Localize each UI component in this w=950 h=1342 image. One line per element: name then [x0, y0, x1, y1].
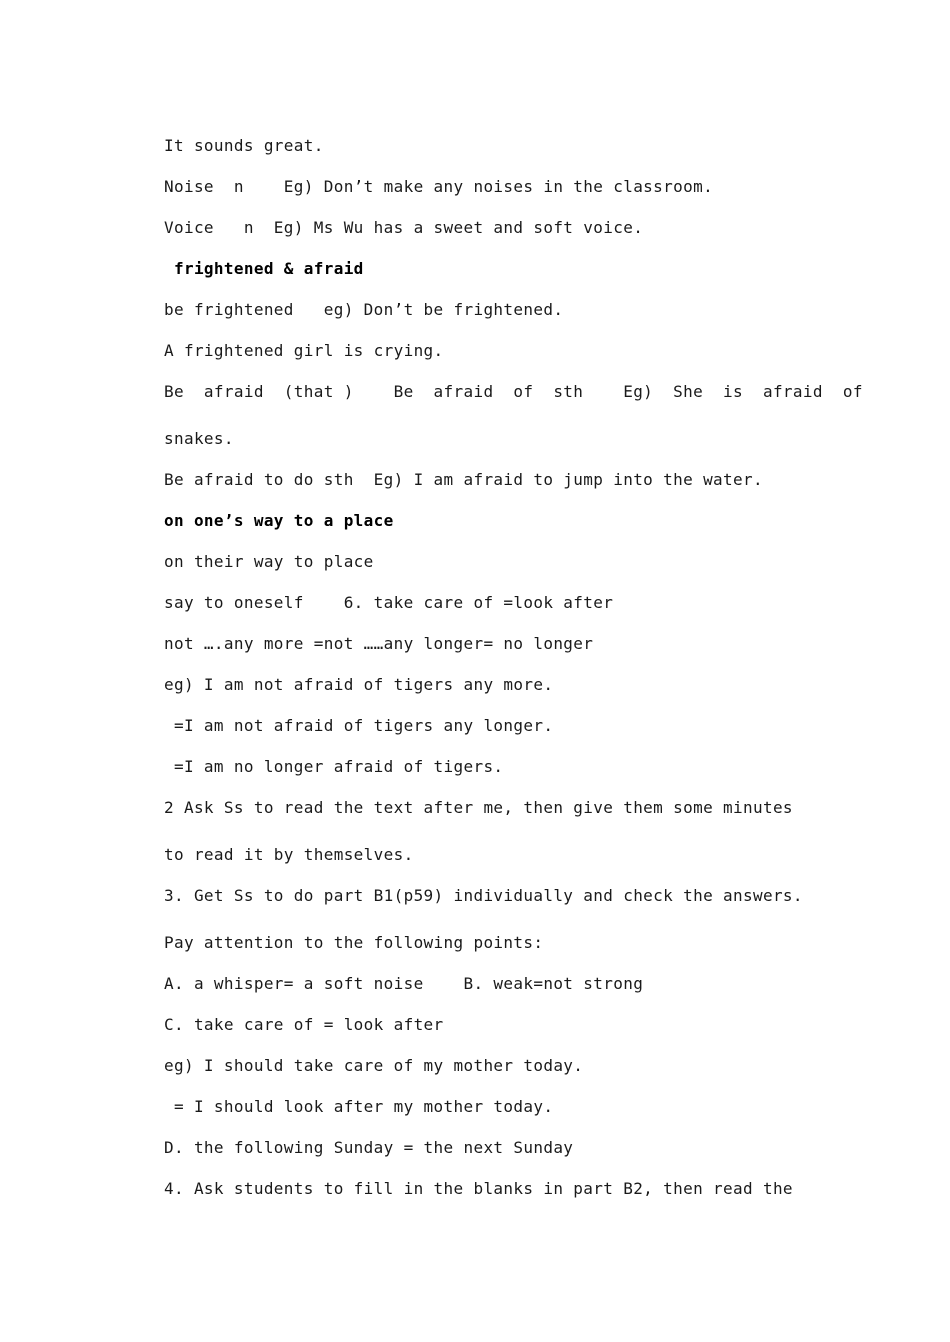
- text-line: Pay attention to the following points:: [164, 933, 544, 952]
- text-line: = I should look after my mother today.: [164, 1097, 554, 1116]
- text-line: to read it by themselves.: [164, 845, 414, 864]
- text-line: on their way to place: [164, 552, 374, 571]
- text-line: =I am no longer afraid of tigers.: [164, 757, 504, 776]
- text-line: A. a whisper= a soft noise B. weak=not strong: [164, 974, 644, 993]
- text-line: A frightened girl is crying.: [164, 341, 444, 360]
- text-line: 2 Ask Ss to read the text after me, then give them some minutes: [164, 798, 793, 817]
- text-line: It sounds great.: [164, 136, 324, 155]
- text-line: 3. Get Ss to do part B1(p59) individually and check the answers.: [164, 886, 803, 905]
- section-heading: frightened & afraid: [164, 259, 364, 278]
- text-line: =I am not afraid of tigers any longer.: [164, 716, 554, 735]
- text-line: Be afraid (that ) Be afraid of sth Eg) She is afraid of: [164, 382, 863, 401]
- text-line: 4. Ask students to fill in the blanks in part B2, then read the: [164, 1179, 793, 1198]
- text-line: snakes.: [164, 429, 234, 448]
- text-line: be frightened eg) Don’t be frightened.: [164, 300, 564, 319]
- text-line: not ….any more =not ……any longer= no longer: [164, 634, 594, 653]
- text-line: eg) I am not afraid of tigers any more.: [164, 675, 554, 694]
- text-line: C. take care of = look after: [164, 1015, 444, 1034]
- text-line: Be afraid to do sth Eg) I am afraid to jump into the water.: [164, 470, 763, 489]
- text-line: say to oneself 6. take care of =look after: [164, 593, 614, 612]
- text-line: Noise n Eg) Don’t make any noises in the classroom.: [164, 177, 714, 196]
- text-line: D. the following Sunday = the next Sunday: [164, 1138, 574, 1157]
- text-line: Voice n Eg) Ms Wu has a sweet and soft voice.: [164, 218, 644, 237]
- section-heading: on one’s way to a place: [164, 511, 394, 530]
- text-line: eg) I should take care of my mother today.: [164, 1056, 584, 1075]
